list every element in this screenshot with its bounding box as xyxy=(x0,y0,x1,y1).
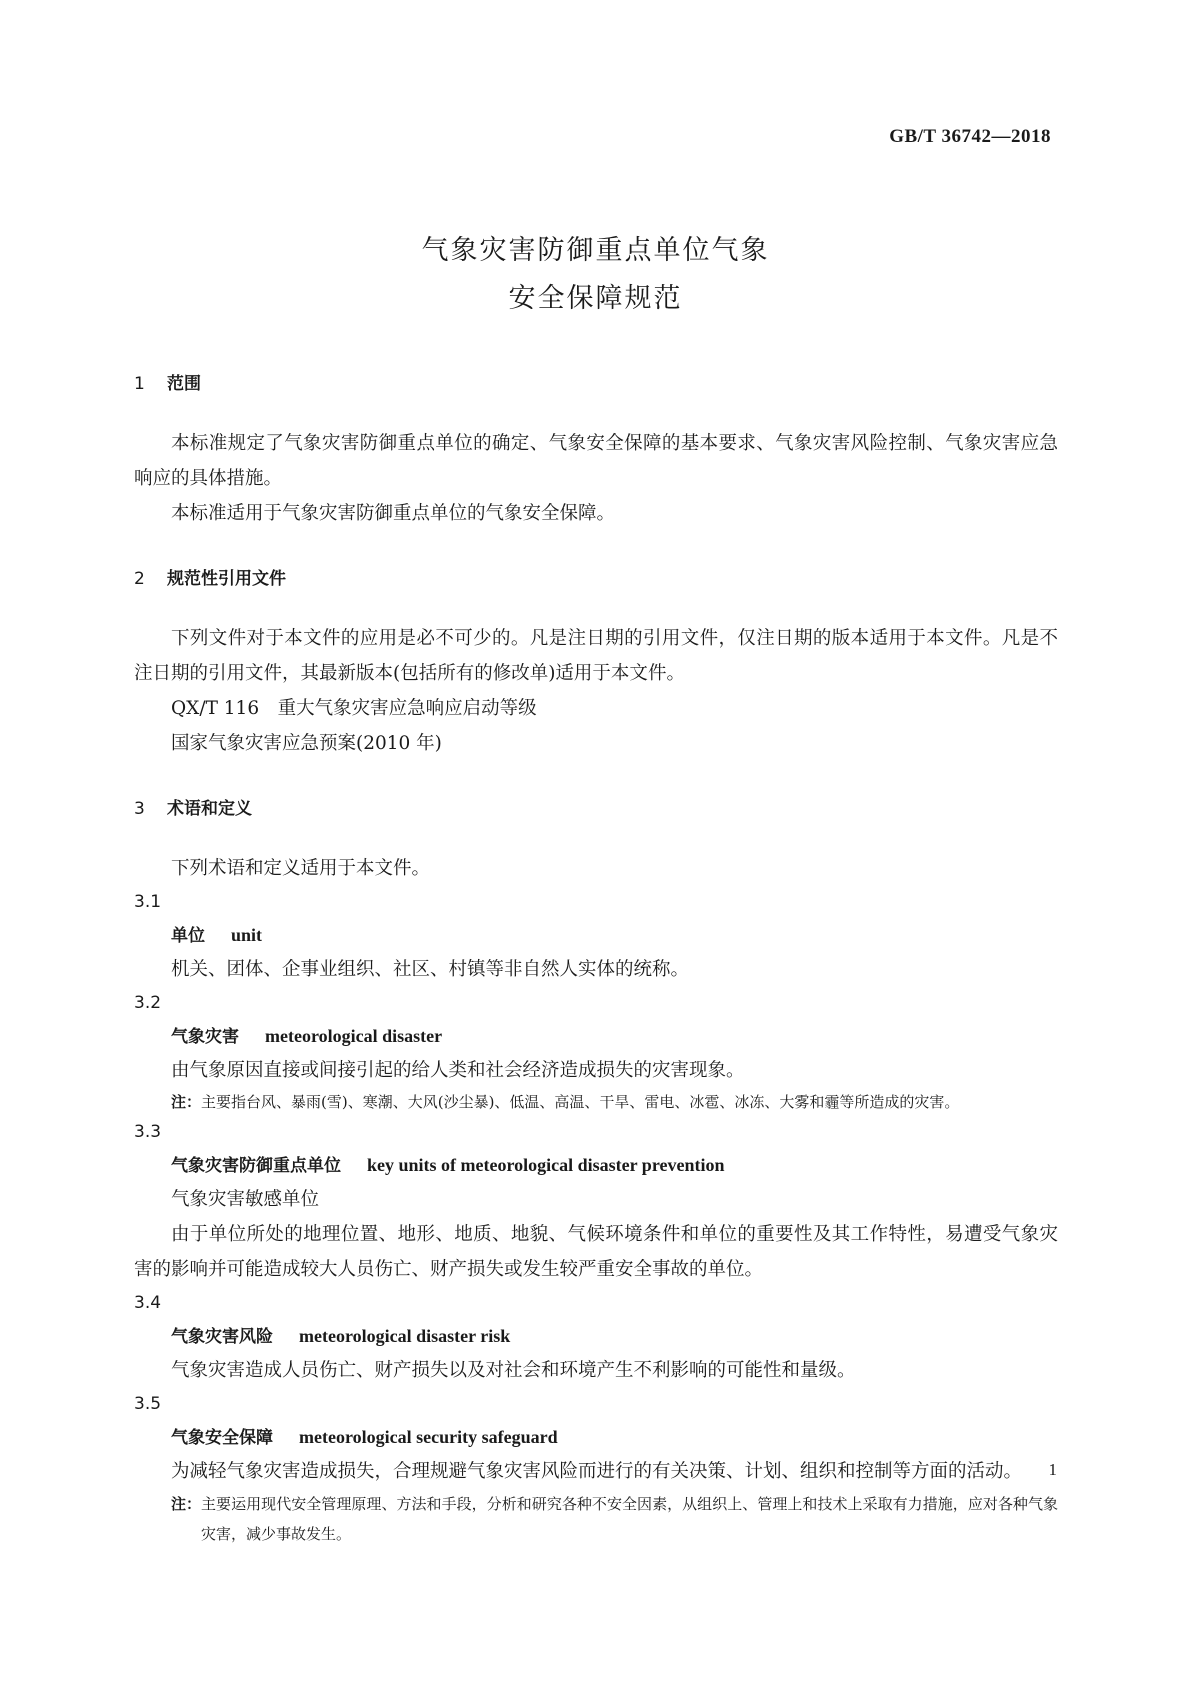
paragraph: 本标准规定了气象灾害防御重点单位的确定、气象安全保障的基本要求、气象灾害风险控制、气象灾害应急响应的具体措施。 xyxy=(134,433,1058,489)
term-definition: 为减轻气象灾害造成损失，合理规避气象灾害风险而进行的有关决策、计划、组织和控制等方面的活动。 xyxy=(171,1461,1023,1482)
clause-number: 3.2 xyxy=(134,993,162,1013)
clause-number: 3.1 xyxy=(134,892,162,912)
section-heading-2 xyxy=(134,567,1058,591)
title-line-1: 气象灾害防御重点单位气象 xyxy=(421,235,770,266)
term-synonym: 气象灾害敏感单位 xyxy=(171,1189,320,1210)
paragraph: 下列文件对于本文件的应用是必不可少的。凡是注日期的引用文件，仅注日期的版本适用于本文件。凡是不注日期的引用文件，其最新版本(包括所有的修改单)适用于本文件。 xyxy=(134,628,1058,684)
term-entry xyxy=(134,1320,1058,1353)
term-english: unit xyxy=(231,925,263,945)
section-title: 术语和定义 xyxy=(167,799,252,819)
clause-number: 3.4 xyxy=(134,1293,162,1313)
section-heading-1 xyxy=(134,372,1058,396)
note-label: 注： xyxy=(171,1093,202,1111)
term-entry xyxy=(134,1421,1058,1454)
section-title: 规范性引用文件 xyxy=(167,569,286,589)
term-entry xyxy=(134,1149,1058,1182)
term-definition: 由气象原因直接或间接引起的给人类和社会经济造成损失的灾害现象。 xyxy=(171,1060,745,1081)
note-text: 主要运用现代安全管理原理、方法和手段，分析和研究各种不安全因素，从组织上、管理上和技术上采取有力措施，应对各种气象灾害，减少事故发生。 xyxy=(201,1495,1058,1543)
term-note xyxy=(134,1489,1058,1549)
section-heading-3 xyxy=(134,797,1058,821)
reference-item: QX/T 116 重大气象灾害应急响应启动等级 xyxy=(171,698,537,719)
note-label: 注： xyxy=(171,1495,202,1513)
section-number: 1 xyxy=(134,374,145,394)
note-text: 主要指台风、暴雨(雪)、寒潮、大风(沙尘暴)、低温、高温、干旱、雷电、冰雹、冰冻、大雾和霾等所造成的灾害。 xyxy=(201,1093,960,1111)
clause-number: 3.3 xyxy=(134,1122,162,1142)
term-chinese: 单位 xyxy=(171,926,205,946)
term-chinese: 气象灾害风险 xyxy=(171,1327,273,1347)
standard-code: GB/T 36742—2018 xyxy=(889,126,1051,147)
term-chinese: 气象灾害防御重点单位 xyxy=(171,1156,341,1176)
term-note xyxy=(134,1088,1058,1116)
term-definition: 机关、团体、企事业组织、社区、村镇等非自然人实体的统称。 xyxy=(171,959,690,980)
reference-item: 国家气象灾害应急预案(2010 年) xyxy=(171,733,442,754)
term-chinese: 气象安全保障 xyxy=(171,1428,273,1448)
term-definition: 由于单位所处的地理位置、地形、地质、地貌、气候环境条件和单位的重要性及其工作特性，易遭受气象灾害的影响并可能造成较大人员伤亡、财产损失或发生较严重安全事故的单位。 xyxy=(134,1224,1058,1280)
term-definition: 气象灾害造成人员伤亡、财产损失以及对社会和环境产生不利影响的可能性和量级。 xyxy=(171,1360,856,1381)
title-line-2: 安全保障规范 xyxy=(508,283,683,314)
term-entry xyxy=(134,1020,1058,1053)
document-title xyxy=(0,227,1191,323)
section-number: 2 xyxy=(134,569,145,589)
term-chinese: 气象灾害 xyxy=(171,1027,239,1047)
document-body xyxy=(134,372,1058,1549)
paragraph: 下列术语和定义适用于本文件。 xyxy=(171,858,431,879)
section-number: 3 xyxy=(134,799,145,819)
section-title: 范围 xyxy=(167,374,201,394)
term-english: meteorological security safeguard xyxy=(299,1427,558,1447)
clause-number: 3.5 xyxy=(134,1394,162,1414)
term-english: meteorological disaster xyxy=(265,1026,443,1046)
term-english: key units of meteorological disaster prevention xyxy=(367,1155,725,1175)
page-number: 1 xyxy=(1048,1460,1057,1479)
term-english: meteorological disaster risk xyxy=(299,1326,511,1346)
term-entry xyxy=(134,919,1058,952)
paragraph: 本标准适用于气象灾害防御重点单位的气象安全保障。 xyxy=(171,503,616,524)
